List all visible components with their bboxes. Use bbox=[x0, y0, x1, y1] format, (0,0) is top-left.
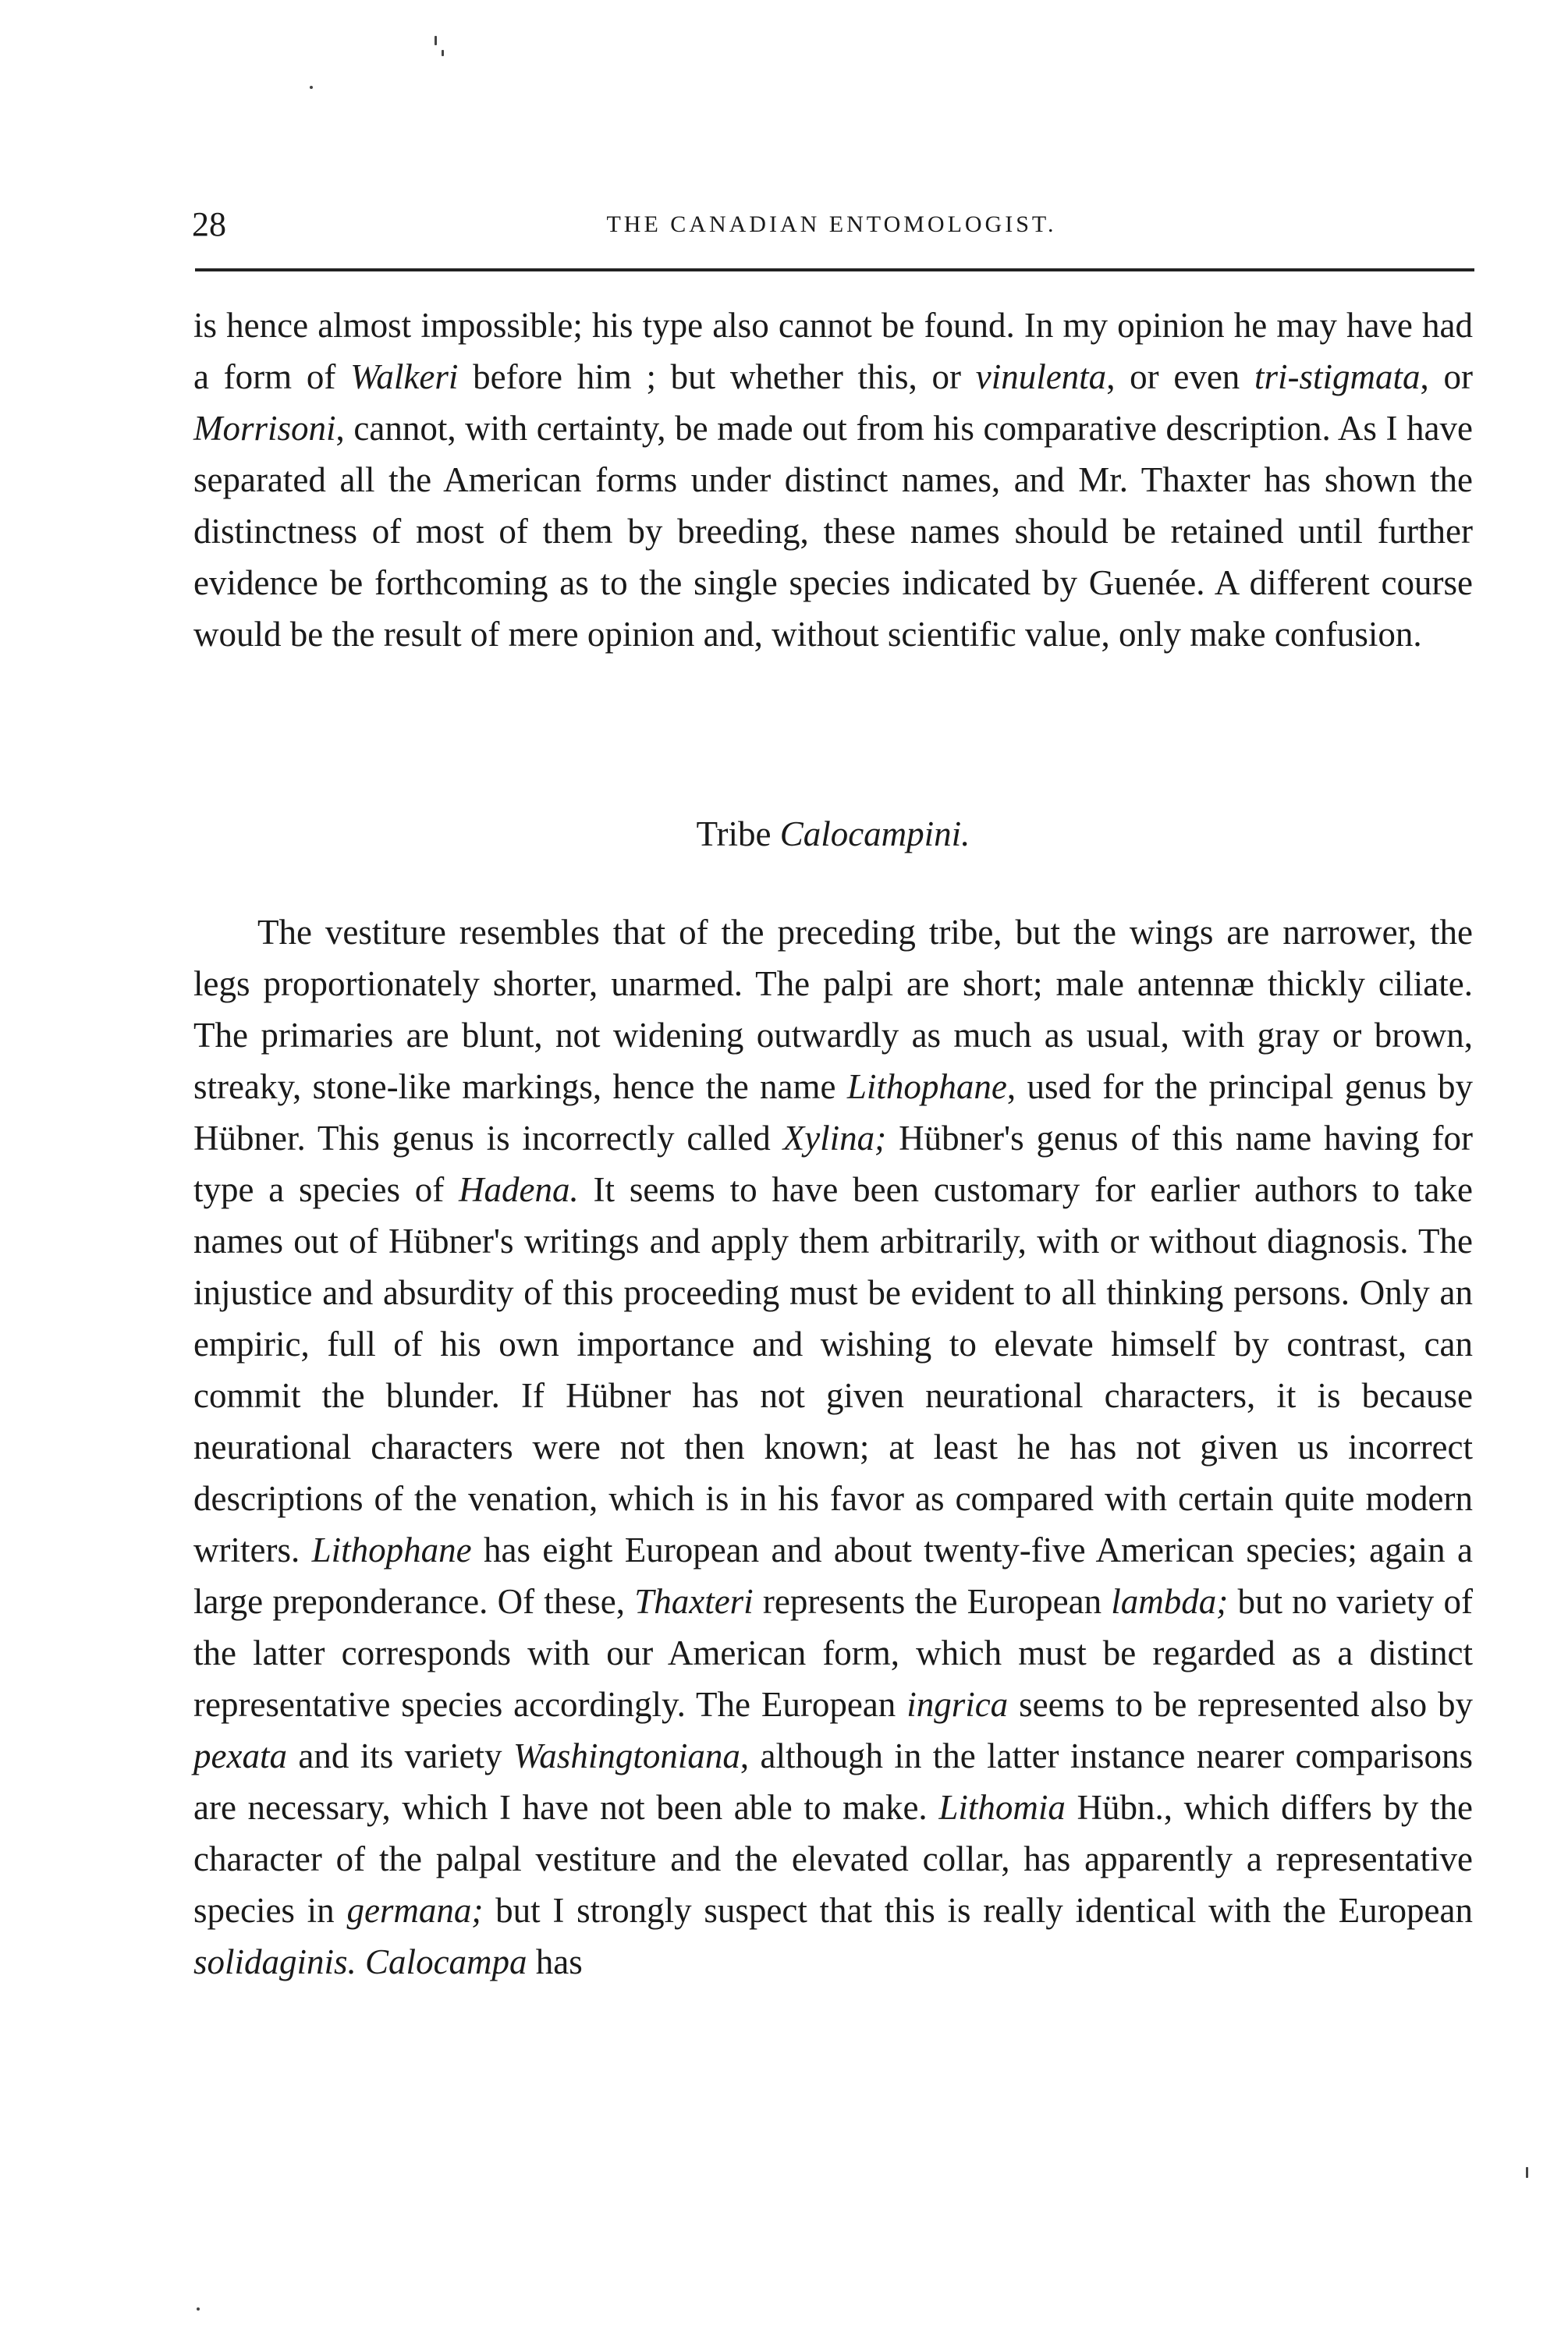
species-name: lambda; bbox=[1111, 1582, 1229, 1621]
text-run: is hence almost impossible; his type also cannot be found. In my opinion he may have had a form of bbox=[193, 306, 1473, 396]
text-run: but I strongly suspect that this is really identical with the European bbox=[483, 1891, 1473, 1930]
paragraph-2 bbox=[193, 906, 1473, 1988]
genus-name: Lithomia bbox=[938, 1788, 1066, 1827]
species-name: vinulenta bbox=[975, 357, 1107, 396]
genus-name: Xylina; bbox=[782, 1119, 887, 1158]
print-speck bbox=[442, 50, 444, 56]
genus-name: Lithophane bbox=[846, 1067, 1007, 1106]
text-run: Hübner's genus of this name having for type a species of bbox=[193, 1119, 1473, 1209]
print-speck bbox=[310, 86, 313, 89]
header-rule bbox=[195, 268, 1474, 271]
species-name: Washingtoniana bbox=[513, 1736, 740, 1775]
text-run: before him ; but whether this, or bbox=[458, 357, 976, 396]
text-run: Hübn., which differs by the character of the palpal vestiture and the elevated collar, has apparently a representative species in bbox=[193, 1788, 1474, 1930]
genus-name: Calocampa bbox=[365, 1942, 527, 1981]
print-speck bbox=[435, 36, 437, 45]
species-name: Thaxteri bbox=[634, 1582, 754, 1621]
text-run: It seems to have been customary for earlier authors to take names out of Hübner's writings and apply them arbitrarily, with or without diagnosis. The injustice and absurdity of this proceeding must be evident to all thinking persons. Only an empiric, full of his own importance and wishing to elevate himself by contrast, can commit the blunder. If Hübner has not given neurational characters, it is because neurational characters were not then known; at least he has not given us incorrect descriptions of the venation, which is in his favor as compared with certain quite modern writers. bbox=[193, 1170, 1473, 1569]
genus-name: Lithophane bbox=[311, 1530, 472, 1569]
tribe-label: Tribe bbox=[696, 814, 780, 853]
text-run: , or even bbox=[1106, 357, 1255, 396]
species-name: Walkeri bbox=[350, 357, 459, 396]
text-run: , used for the principal genus by Hübner. This genus is incorrectly called bbox=[193, 1067, 1474, 1158]
text-run: has eight European and about twenty-five American species; again a large preponderance. Of these, bbox=[193, 1530, 1473, 1621]
text-run: has bbox=[527, 1942, 583, 1981]
page-number: 28 bbox=[192, 205, 226, 243]
print-speck bbox=[197, 2307, 200, 2311]
print-speck bbox=[1526, 2167, 1528, 2178]
text-run: The vestiture resembles that of the preceding tribe, but the wings are narrower, the legs proportionately shorter, unarmed. The palpi are short; male antennæ thickly ciliate. The primaries are blunt, not widening outwardly as much as usual, with gray or brown, streaky, stone-like markings, hence the name bbox=[193, 913, 1473, 1106]
species-name: ingrica bbox=[906, 1685, 1009, 1724]
text-run: , although in the latter instance nearer comparisons are necessary, which I have not been able to make. bbox=[193, 1736, 1473, 1827]
text-run: but no variety of the latter corresponds with our American form, which must be regarded as a distinct representative species accordingly. The European bbox=[193, 1582, 1473, 1724]
paragraph-continued bbox=[193, 300, 1473, 660]
tribe-name: Calocampini. bbox=[779, 814, 970, 853]
species-name: pexata bbox=[193, 1736, 287, 1775]
species-name: Morrisoni bbox=[193, 409, 336, 448]
page-header bbox=[192, 201, 1471, 248]
text-run: seems to be represented also by bbox=[1008, 1685, 1473, 1724]
text-run bbox=[357, 1942, 365, 1981]
text-run: , or bbox=[1420, 357, 1473, 396]
paragraph-1 bbox=[193, 300, 1473, 660]
text-run: , cannot, with certainty, be made out from his comparative description. As I have separated all the American forms under distinct names, and Mr. Thaxter has shown the distinctness of most of them by breeding, these names should be retained until further evidence be forthcoming as to the single species indicated by Guenée. A different course would be the result of mere opinion and, without scientific value, only make confusion. bbox=[193, 409, 1473, 654]
running-title: THE CANADIAN ENTOMOLOGIST. bbox=[606, 211, 1057, 237]
text-run: represents the European bbox=[753, 1582, 1112, 1621]
species-name: tri-stigmata bbox=[1254, 357, 1421, 396]
species-name: solidaginis. bbox=[193, 1942, 357, 1981]
species-name: germana; bbox=[346, 1891, 484, 1930]
tribe-heading bbox=[193, 808, 1473, 860]
paragraph-main bbox=[193, 906, 1473, 1988]
text-run: and its variety bbox=[286, 1736, 513, 1775]
genus-name: Hadena. bbox=[459, 1170, 579, 1209]
